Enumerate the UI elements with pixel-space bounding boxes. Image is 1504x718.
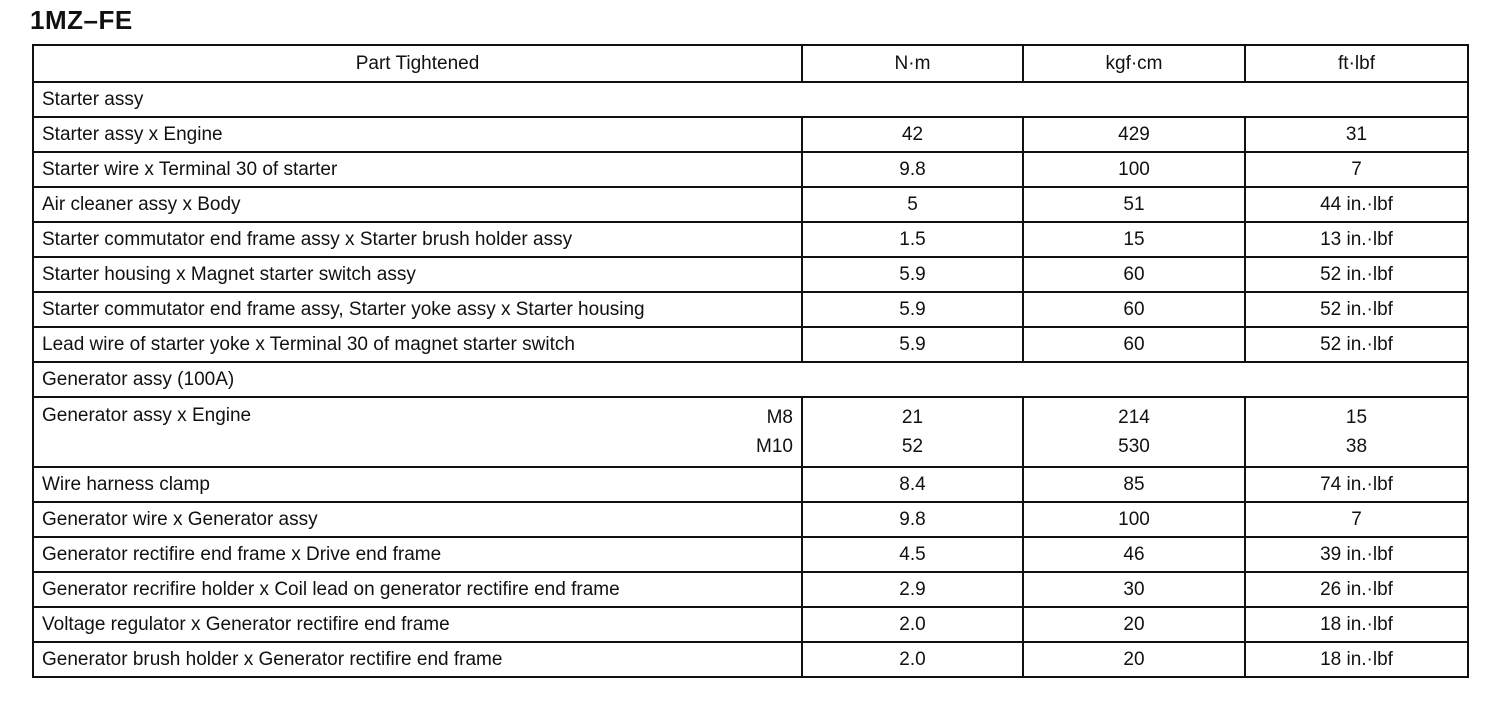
nm-cell: 2.9 bbox=[802, 572, 1023, 607]
part-cell: Starter wire x Terminal 30 of starter bbox=[33, 152, 802, 187]
nm-cell: 5.9 bbox=[802, 327, 1023, 362]
ft-cell: 52 in.·lbf bbox=[1245, 257, 1468, 292]
kgf-cell: 30 bbox=[1023, 572, 1245, 607]
nm-value: 52 bbox=[901, 436, 924, 457]
nm-cell: 9.8 bbox=[802, 502, 1023, 537]
bolt-size-label: M8 bbox=[766, 407, 793, 428]
kgf-cell: 100 bbox=[1023, 152, 1245, 187]
ft-cell: 74 in.·lbf bbox=[1245, 467, 1468, 502]
nm-cell bbox=[802, 397, 1023, 467]
page-title: 1MZ–FE bbox=[30, 5, 133, 35]
kgf-cell: 60 bbox=[1023, 292, 1245, 327]
table-row bbox=[33, 572, 1468, 607]
kgf-cell: 60 bbox=[1023, 327, 1245, 362]
kgf-cell: 429 bbox=[1023, 117, 1245, 152]
nm-cell: 4.5 bbox=[802, 537, 1023, 572]
kgf-value: 214 bbox=[1118, 407, 1150, 428]
part-cell: Lead wire of starter yoke x Terminal 30 of magnet starter switch bbox=[33, 327, 802, 362]
ft-cell: 39 in.·lbf bbox=[1245, 537, 1468, 572]
table-row bbox=[33, 152, 1468, 187]
kgf-cell bbox=[1023, 397, 1245, 467]
nm-cell: 5.9 bbox=[802, 257, 1023, 292]
part-cell: Starter housing x Magnet starter switch assy bbox=[33, 257, 802, 292]
torque-specification-table bbox=[32, 44, 1469, 678]
kgf-cell: 46 bbox=[1023, 537, 1245, 572]
section-label: Starter assy bbox=[33, 82, 1468, 117]
table-row bbox=[33, 257, 1468, 292]
table-row bbox=[33, 642, 1468, 677]
ft-cell: 13 in.·lbf bbox=[1245, 222, 1468, 257]
part-cell: Air cleaner assy x Body bbox=[33, 187, 802, 222]
nm-cell: 1.5 bbox=[802, 222, 1023, 257]
header-ft-lbf: ft·lbf bbox=[1245, 45, 1468, 82]
nm-cell: 5.9 bbox=[802, 292, 1023, 327]
part-cell: Generator recrifire holder x Coil lead on generator rectifire end frame bbox=[33, 572, 802, 607]
kgf-cell: 60 bbox=[1023, 257, 1245, 292]
table-row bbox=[33, 327, 1468, 362]
table-row bbox=[33, 187, 1468, 222]
nm-cell: 9.8 bbox=[802, 152, 1023, 187]
kgf-cell: 20 bbox=[1023, 642, 1245, 677]
part-label: Generator assy x Engine bbox=[42, 405, 252, 426]
part-cell: Voltage regulator x Generator rectifire end frame bbox=[33, 607, 802, 642]
part-cell bbox=[33, 397, 802, 467]
ft-cell: 52 in.·lbf bbox=[1245, 327, 1468, 362]
nm-cell: 2.0 bbox=[802, 607, 1023, 642]
section-row-generator bbox=[33, 362, 1468, 397]
header-nm: N·m bbox=[802, 45, 1023, 82]
section-label: Generator assy (100A) bbox=[33, 362, 1468, 397]
kgf-cell: 20 bbox=[1023, 607, 1245, 642]
nm-value: 21 bbox=[901, 407, 924, 428]
part-cell: Generator brush holder x Generator rectifire end frame bbox=[33, 642, 802, 677]
table-header-row bbox=[33, 45, 1468, 82]
table-row bbox=[33, 467, 1468, 502]
nm-cell: 8.4 bbox=[802, 467, 1023, 502]
ft-cell: 18 in.·lbf bbox=[1245, 607, 1468, 642]
ft-cell: 7 bbox=[1245, 152, 1468, 187]
part-cell: Starter commutator end frame assy x Starter brush holder assy bbox=[33, 222, 802, 257]
kgf-cell: 85 bbox=[1023, 467, 1245, 502]
header-kgf-cm: kgf·cm bbox=[1023, 45, 1245, 82]
nm-cell: 5 bbox=[802, 187, 1023, 222]
bolt-size-label: M10 bbox=[756, 436, 793, 457]
ft-cell: 31 bbox=[1245, 117, 1468, 152]
kgf-cell: 15 bbox=[1023, 222, 1245, 257]
part-cell: Starter commutator end frame assy, Starter yoke assy x Starter housing bbox=[33, 292, 802, 327]
table-row bbox=[33, 117, 1468, 152]
table-row bbox=[33, 502, 1468, 537]
table-row-multi bbox=[33, 397, 1468, 467]
part-cell: Generator wire x Generator assy bbox=[33, 502, 802, 537]
ft-value: 15 bbox=[1345, 407, 1368, 428]
table-row bbox=[33, 292, 1468, 327]
nm-cell: 2.0 bbox=[802, 642, 1023, 677]
header-part-tightened: Part Tightened bbox=[33, 45, 802, 82]
part-cell: Generator rectifire end frame x Drive end frame bbox=[33, 537, 802, 572]
ft-cell: 7 bbox=[1245, 502, 1468, 537]
kgf-value: 530 bbox=[1118, 436, 1150, 457]
ft-cell: 44 in.·lbf bbox=[1245, 187, 1468, 222]
ft-cell bbox=[1245, 397, 1468, 467]
section-row-starter bbox=[33, 82, 1468, 117]
table-row bbox=[33, 222, 1468, 257]
kgf-cell: 51 bbox=[1023, 187, 1245, 222]
part-cell: Starter assy x Engine bbox=[33, 117, 802, 152]
ft-cell: 52 in.·lbf bbox=[1245, 292, 1468, 327]
ft-cell: 26 in.·lbf bbox=[1245, 572, 1468, 607]
table-row bbox=[33, 607, 1468, 642]
table-row bbox=[33, 537, 1468, 572]
ft-value: 38 bbox=[1345, 436, 1368, 457]
kgf-cell: 100 bbox=[1023, 502, 1245, 537]
ft-cell: 18 in.·lbf bbox=[1245, 642, 1468, 677]
nm-cell: 42 bbox=[802, 117, 1023, 152]
part-cell: Wire harness clamp bbox=[33, 467, 802, 502]
